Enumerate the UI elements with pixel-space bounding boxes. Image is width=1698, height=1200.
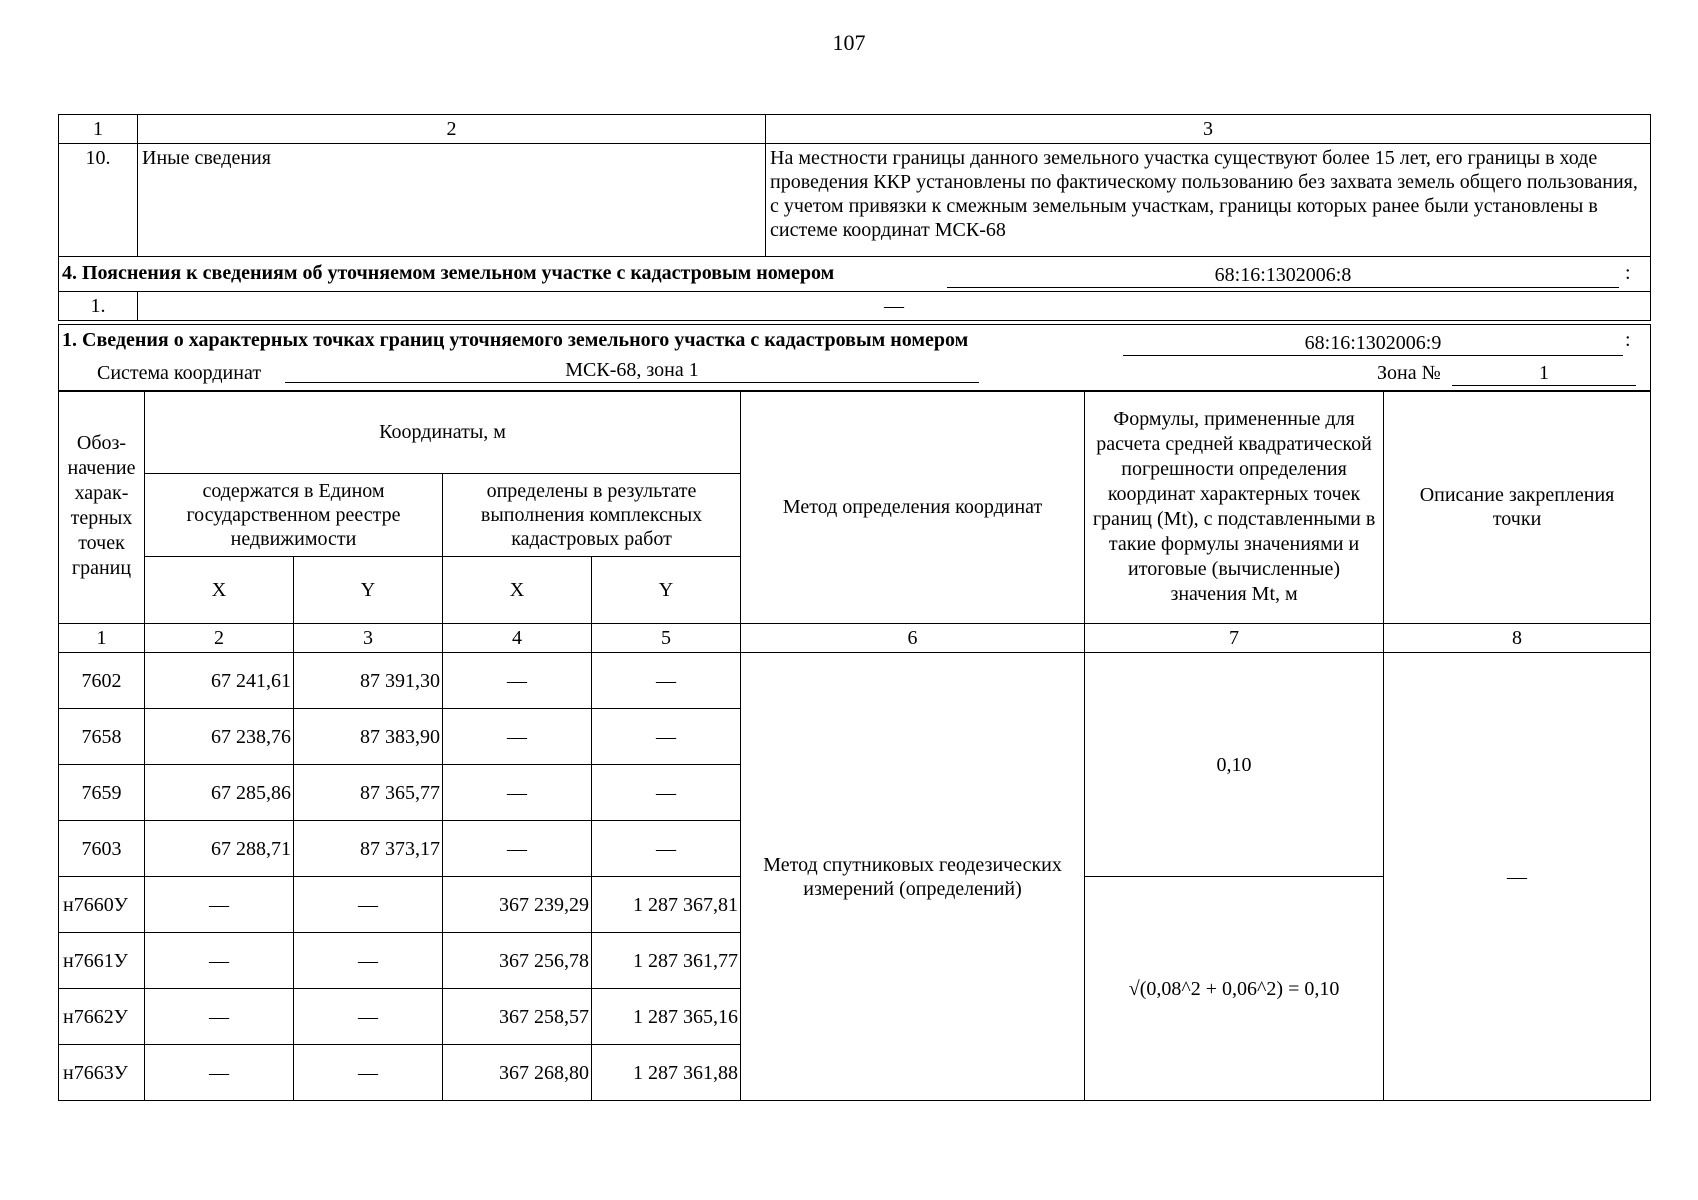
- column-number: 1: [59, 624, 145, 653]
- y-egrn: —: [294, 877, 443, 933]
- x-egrn: 67 238,76: [145, 709, 294, 765]
- section-4-colon: :: [1625, 262, 1631, 284]
- x-kkr: —: [443, 653, 592, 709]
- y-egrn: 87 391,30: [294, 653, 443, 709]
- header-y-kkr: Y: [592, 557, 741, 624]
- x-kkr: 367 258,57: [443, 989, 592, 1045]
- column-numbers-row: [59, 624, 1651, 653]
- point-id: н7662У: [59, 989, 145, 1045]
- x-egrn: 67 241,61: [145, 653, 294, 709]
- y-kkr: —: [592, 709, 741, 765]
- y-kkr: —: [592, 653, 741, 709]
- x-kkr: 367 268,80: [443, 1045, 592, 1101]
- x-egrn: 67 288,71: [145, 821, 294, 877]
- coord-system-label: Система координат: [97, 362, 262, 384]
- y-egrn: —: [294, 1045, 443, 1101]
- header-point-designation: Обоз-начение харак-терных точек границ: [59, 391, 145, 624]
- y-egrn: 87 383,90: [294, 709, 443, 765]
- point-id: н7660У: [59, 877, 145, 933]
- point-id: 7603: [59, 821, 145, 877]
- method-value: Метод спутниковых геодезических измерений (определений): [741, 653, 1085, 1101]
- point-id: н7661У: [59, 933, 145, 989]
- point-id: н7663У: [59, 1045, 145, 1101]
- column-number: 3: [294, 624, 443, 653]
- x-kkr: 367 256,78: [443, 933, 592, 989]
- page-number: 107: [832, 30, 866, 55]
- section-1-colon: :: [1625, 329, 1631, 351]
- y-kkr: 1 287 367,81: [592, 877, 741, 933]
- header-kkr: определены в результате выполнения комплексных кадастровых работ: [443, 474, 741, 557]
- other-info-text: На местности границы данного земельного участка существуют более 15 лет, его границы в ходе проведения ККР установлены по фактическому пользованию без захвата земель общего пользования, с учетом привязки к смежным земельным участкам, границы которых ранее были установлены в системе координат МСК-68: [766, 144, 1651, 257]
- y-egrn: 87 373,17: [294, 821, 443, 877]
- section-1-cadastral-number: 68:16:1302006:9: [1123, 331, 1623, 356]
- mt-value: 0,10: [1085, 653, 1384, 877]
- description-value: —: [1384, 653, 1651, 1101]
- col-header: 2: [138, 115, 766, 144]
- column-number: 8: [1384, 624, 1651, 653]
- section-4-row: [59, 257, 1651, 292]
- x-kkr: —: [443, 709, 592, 765]
- row-other-info: [59, 144, 1651, 257]
- x-egrn: —: [145, 989, 294, 1045]
- info-table: [58, 114, 1651, 321]
- row-label: Иные сведения: [138, 144, 766, 257]
- column-number: 7: [1085, 624, 1384, 653]
- column-number: 4: [443, 624, 592, 653]
- header-x-egrn: X: [145, 557, 294, 624]
- header-method: Метод определения координат: [741, 391, 1085, 624]
- section-4-cadastral-number: 68:16:1302006:8: [947, 263, 1619, 288]
- y-kkr: 1 287 365,16: [592, 989, 741, 1045]
- x-kkr: —: [443, 821, 592, 877]
- row-number: 1.: [59, 292, 138, 321]
- point-id: 7659: [59, 765, 145, 821]
- y-kkr: 1 287 361,88: [592, 1045, 741, 1101]
- col-header: 1: [59, 115, 138, 144]
- header-formula: Формулы, примененные для расчета средней квадратической погрешности определения координат характерных точек границ (Mt), с подставленными в такие формулы значениями и итоговые (вычисленные) значения Mt, м: [1085, 391, 1384, 624]
- section-4-item-row: [59, 292, 1651, 321]
- info-table-header: [59, 115, 1651, 144]
- y-kkr: —: [592, 765, 741, 821]
- header-description: Описание закрепления точки: [1384, 391, 1651, 624]
- header-x-kkr: X: [443, 557, 592, 624]
- y-egrn: 87 365,77: [294, 765, 443, 821]
- table-row: [59, 653, 1651, 709]
- x-kkr: 367 239,29: [443, 877, 592, 933]
- x-egrn: —: [145, 877, 294, 933]
- x-egrn: —: [145, 933, 294, 989]
- section-4-item-value: —: [138, 292, 1651, 321]
- y-egrn: —: [294, 989, 443, 1045]
- header-y-egrn: Y: [294, 557, 443, 624]
- x-egrn: 67 285,86: [145, 765, 294, 821]
- y-egrn: —: [294, 933, 443, 989]
- x-kkr: —: [443, 765, 592, 821]
- section-4-title: 4. Пояснения к сведениям об уточняемом земельном участке с кадастровым номером: [62, 262, 835, 284]
- mt-formula: √(0,08^2 + 0,06^2) = 0,10: [1085, 877, 1384, 1101]
- header-coordinates: Координаты, м: [145, 391, 741, 474]
- col-header: 3: [766, 115, 1651, 144]
- column-number: 2: [145, 624, 294, 653]
- y-kkr: —: [592, 821, 741, 877]
- zone-label: Зона №: [1377, 362, 1441, 384]
- section-1-title: 1. Сведения о характерных точках границ уточняемого земельного участка с кадастровым номером: [62, 329, 969, 351]
- y-kkr: 1 287 361,77: [592, 933, 741, 989]
- section-1-header: [58, 324, 1651, 392]
- column-number: 5: [592, 624, 741, 653]
- points-table: [58, 390, 1651, 1101]
- point-id: 7658: [59, 709, 145, 765]
- x-egrn: —: [145, 1045, 294, 1101]
- coord-system-value: МСК-68, зона 1: [285, 358, 979, 383]
- zone-value: 1: [1452, 361, 1636, 386]
- row-number: 10.: [59, 144, 138, 257]
- point-id: 7602: [59, 653, 145, 709]
- header-egrn: содержатся в Едином государственном реестре недвижимости: [145, 474, 443, 557]
- column-number: 6: [741, 624, 1085, 653]
